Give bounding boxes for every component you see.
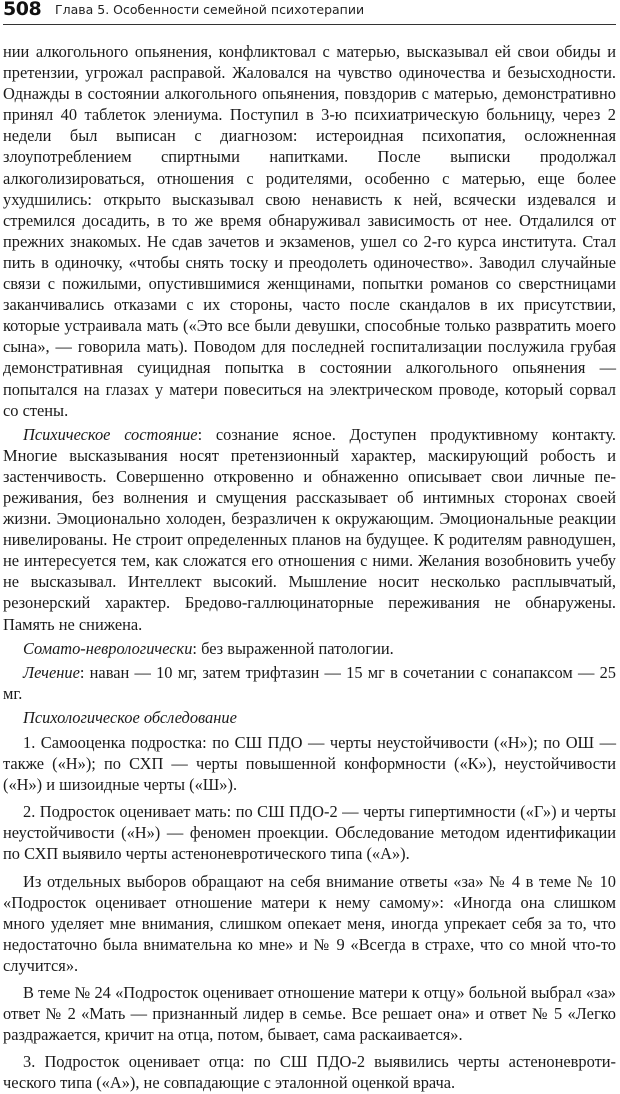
paragraph: 2. Подросток оценивает мать: по СШ ПДО-2 — черты гипертимности («Г») и черты неустойчивости («Н») — феномен проекции. Обследование методом идентификации по СХП выявило черты астеноневротического типа («А»). <box>3 802 616 864</box>
header-rule <box>3 24 616 25</box>
paragraph: 1. Самооценка подростка: по СШ ПДО — черты неустойчивости («Н»); по ОШ — также («Н»); по СХП — черты повышенной конформности («К»), неустойчивости («Н») и шизоидные черты («Ш»). <box>3 733 616 795</box>
paragraph: 3. Подросток оценивает отца: по СШ ПДО-2 выявились черты астеноневротического типа («А»), не совпадающие с эталонной оценкой врача. <box>3 1052 616 1093</box>
paragraph: Психическое состояние: сознание ясное. Доступен продуктивному контакту. Многие высказывания носят претензионный характер, маскирующий робость и застенчивость. Совершенно откровенно и обнаженно описывает свои личные переживания, без волнения и смущения рассказывает об интимных сторонах своей жизни. Эмоционально холоден, безразличен к окружающим. Эмоциональные реакции нивелированы. Не строит определенных планов на будущее. К родителям равнодушен, не интересуется тем, как сложатся его отношения с ними. Желания возобновить учебу не высказывал. Интеллект высокий. Мышление носит несколько расплывчатый, резонерский характер. Бредово-галлюцинаторные переживания не обнаружены. Память не снижена. <box>3 424 617 634</box>
page-number: 508 <box>3 0 42 20</box>
paragraph: Лечение: наван — 10 мг, затем трифтазин — 15 мг в сочетании с сонапаксом — 25 мг. <box>3 662 616 703</box>
body-text <box>3 41 616 1094</box>
section-heading <box>3 707 616 728</box>
paragraph: В теме № 24 «Подросток оценивает отношение матери к отцу» больной выбрал «за» ответ № 2 «Мать — признанный лидер в семье. Все решает она» и ответ № 5 «Легко раздражается, кричит на отца, потом, бывает, сама раскаивается». <box>3 983 616 1045</box>
paragraph: Из отдельных выборов обращают на себя внимание ответы «за» № 4 в теме № 10 «Подросток оценивает отношение матери к нему самому»: «Иногда она слишком много уделяет мне внимания, слишком опекает меня, иногда упрекает себя за то, что недостаточно была внимательна ко мне» и № 9 «Всегда в страхе, что со мной что-то случится». <box>3 871 616 975</box>
page-header <box>3 0 616 24</box>
paragraph: нии алкогольного опьянения, конфликтовал с матерью, высказывал ей свои обиды и претензии, угрожал расправой. Жаловался на чувство одиночества и безысходности. Однажды в состоянии алкогольного опьянения, повздорив с матерью, демонстративно принял 40 таблеток элениума. Поступил в 3-ю психиатрическую больницу, через 2 недели был выписан с диагнозом: истероидная психопатия, осложненная злоупотреблением спиртными напитками. После выписки продолжал алкоголизироваться, отношения с родителями, особенно с матерью, еще более ухудшились: открыто высказывал свою ненависть к ней, всячески издевался и стремился досадить, в то же время обнаруживал зависимость от нее. Отдалился от прежних знакомых. Не сдав зачетов и экзаменов, ушел со 2-го курса института. Стал пить в одиночку, «чтобы снять тоску и преодолеть одиночество». Заводил случайные связи с пожилыми, опустившимися женщинами, попытки романов со сверстницами заканчивались отказами с их стороны, часто после скандалов в их присутствии, которые устраивала мать («Это все были девушки, способные только развратить моего сына», — говорила мать). Поводом для последней госпитализации послужила грубая демонстративная суицидная попытка в состоянии алкогольного опьянения — попытался на глазах у матери повеситься на электрическом проводе, который сорвал со стены. <box>3 42 616 420</box>
paragraph-lead: Психическое состояние <box>23 424 198 444</box>
paragraph-lead: Сомато-неврологически <box>23 638 193 658</box>
paragraph-lead: Психологическое обследование <box>23 707 237 727</box>
paragraph-lead: Лечение <box>23 662 80 682</box>
running-head: Глава 5. Особенности семейной психотерапии <box>55 2 365 17</box>
paragraph: Сомато-неврологически: без выраженной патологии. <box>23 638 394 658</box>
